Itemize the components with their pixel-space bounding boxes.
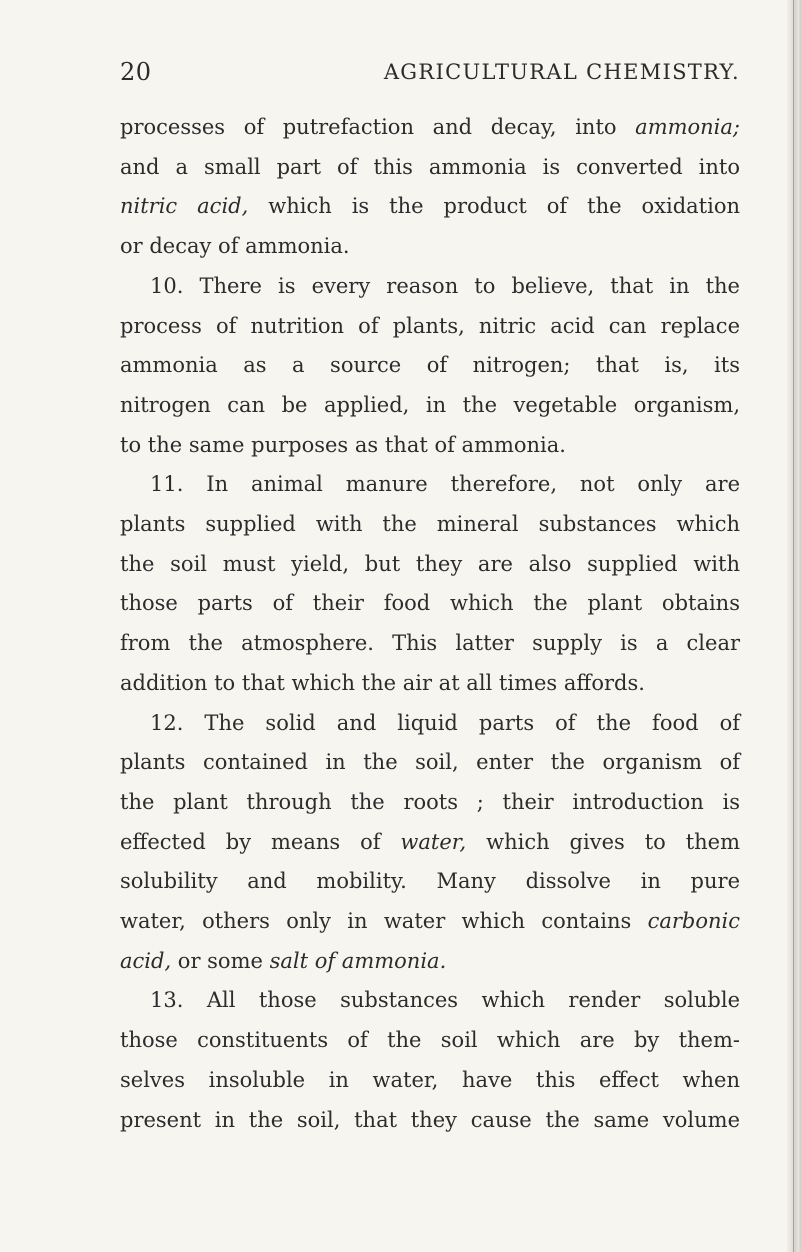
text-line [120, 465, 740, 505]
text-segment: 11. In animal manure therefore, not only are [150, 472, 740, 497]
text-line [120, 386, 740, 426]
text-segment: those parts of their food which the plant obtains [120, 591, 740, 616]
text-line [120, 346, 740, 386]
text-line [120, 704, 740, 744]
italic-text: water, [400, 829, 467, 854]
text-line [120, 505, 740, 545]
text-segment: ammonia as a source of nitrogen; that is, its [120, 353, 740, 378]
italic-text: ammonia; [635, 115, 740, 139]
text-line [120, 783, 740, 823]
page-edge [787, 0, 801, 1252]
text-segment: plants supplied with the mineral substances which [120, 512, 740, 537]
text-line [120, 981, 740, 1021]
text-segment: from the atmosphere. This latter supply is a clear [120, 631, 740, 656]
text-segment: which gives to them [466, 829, 740, 854]
text-line [120, 902, 740, 942]
text-segment: to the same purposes as that of ammonia. [120, 432, 566, 457]
text-segment: and a small part of this ammonia is converted into [120, 154, 740, 179]
text-segment: the plant through the roots ; their introduction is [120, 789, 740, 814]
text-line [120, 108, 740, 148]
text-line [120, 267, 740, 307]
text-line [120, 1101, 740, 1141]
running-title: AGRICULTURAL CHEMISTRY. [383, 60, 740, 84]
text-segment: 12. The solid and liquid parts of the food of [150, 710, 740, 735]
text-line [120, 942, 740, 982]
text-segment: or some [171, 948, 270, 973]
text-segment: those constituents of the soil which are by them- [120, 1028, 740, 1053]
text-segment: process of nutrition of plants, nitric acid can replace [120, 313, 740, 338]
text-line [120, 426, 740, 466]
text-segment: plants contained in the soil, enter the organism of [120, 750, 740, 775]
text-line [120, 1021, 740, 1061]
text-line [120, 545, 740, 585]
text-segment: solubility and mobility. Many dissolve in pure [120, 869, 740, 894]
text-segment: effected by means of [120, 829, 401, 854]
body-text [120, 108, 740, 1140]
text-line [120, 1061, 740, 1101]
text-segment: present in the soil, that they cause the same volume [120, 1107, 740, 1132]
page-number: 20 [120, 58, 152, 86]
italic-text: nitric acid, [120, 194, 249, 219]
text-segment: nitrogen can be applied, in the vegetable organism, [120, 392, 740, 417]
page-edge-line [793, 0, 794, 1252]
text-segment: selves insoluble in water, have this effect when [120, 1067, 740, 1092]
text-line [120, 307, 740, 347]
italic-text: salt of ammonia. [269, 948, 447, 973]
italic-text: acid, [120, 948, 172, 973]
text-line [120, 823, 740, 863]
text-line [120, 624, 740, 664]
text-line [120, 227, 740, 267]
text-line [120, 743, 740, 783]
text-segment: or decay of ammonia. [120, 234, 350, 259]
text-segment: the soil must yield, but they are also supplied with [120, 551, 740, 576]
text-line [120, 664, 740, 704]
text-segment: processes of putrefaction and decay, into [120, 115, 636, 139]
text-segment: addition to that which the air at all times affords. [120, 670, 645, 695]
page-header [120, 58, 740, 88]
text-segment: water, others only in water which contains [120, 909, 648, 934]
text-segment: which is the product of the oxidation [248, 194, 740, 219]
text-line [120, 862, 740, 902]
text-line [120, 187, 740, 227]
italic-text: carbonic [647, 909, 740, 934]
text-segment: 13. All those substances which render soluble [150, 988, 740, 1013]
text-line [120, 584, 740, 624]
text-line [120, 148, 740, 188]
text-segment: 10. There is every reason to believe, that in the [150, 273, 740, 298]
